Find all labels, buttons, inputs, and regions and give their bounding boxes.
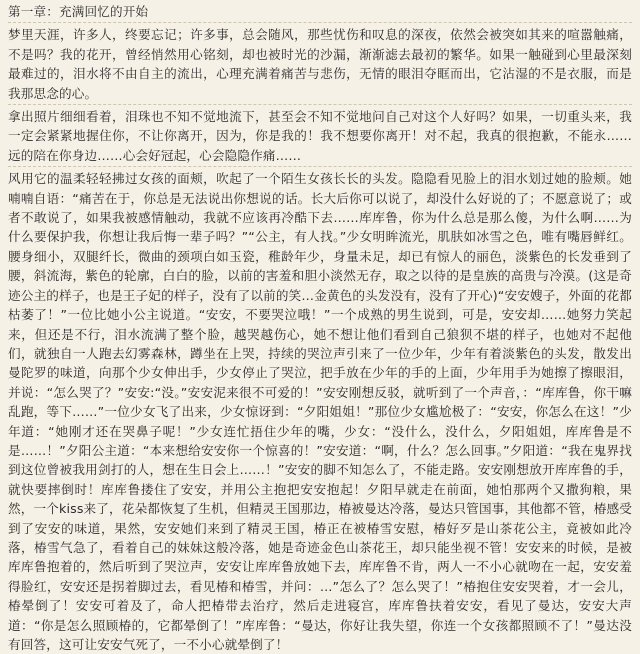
chapter-title: 第一章：充满回忆的开始 [8, 4, 149, 19]
paragraph-3: 风用它的温柔轻轻拂过女孩的面颊，吹起了一个陌生女孩长长的头发。隐隐看见脸上的泪水划过她的脸颊。她喃喃自语：“痛苦在于，你总是无法说出你想说的话。长大后你可以说了，却没什么好说的了；不愿意说了；或者不敢说了，如果我被感情触动，我就不应该再冷酷下去……库库鲁，你为什么总是那么傻，为什么啊……为什么要保护我，你想让我后悔一辈子吗？”“公主，有人找。”少女明眸流光，肌肤如冰雪之色，唯有嘴唇鲜红。腰身细小，双腿纤长，微曲的颈项白如玉瓷，稚龄年少，身量未足，却已有惊人的丽色，淡紫色的长发垂到了腰，斜流海，紫色的轮廓，白白的脸，以前的害羞和胆小淡然无存，取之以待的是皇族的高贵与冷漠。(这是奇迹公主的样子，也是王子妃的样子，没有了以前的笑…金黄色的头发没有，没有了开心)“安安嫂子，外面的花都枯萎了！”一位比她小公主说道。“安安，不要哭泣哦！”一个成熟的男生说到，可是，安安却……她努力笑起来，但还是不行，泪水流满了整个脸，越哭越伤心，她不想让他们看到自己狼狈不堪的样子，也她对不起他们，就独自一人跑去幻雾森林，蹲坐在上哭，持续的哭泣声引来了一位少年，少年有着淡紫色的头发，散发出曼陀罗的味道，向那个少女伸出手，少女停止了哭泣，把手放在少年的手的上面，少年用手为她擦了擦眼泪，并说：“怎么哭了？”安安:“没。”安安泥来很不可爱的！”安安刚想反驳，就听到了一个声音，：“库库鲁，你干嘛乱跑，等下……”一位少女飞了出来，少女惊讶到：“夕阳姐姐！”那位少女尴尬极了：“安安，你怎么在这！”少年道：“她刚才还在哭鼻子呢！”少女连忙捂住少年的嘴，少女：“没什么，没什么，夕阳姐姐，库库鲁是不是……！”夕阳公主道：“本来想给安安你一个惊喜的！”安安道：“啊，什么？怎么回事。”夕阳道：“我在鬼界找到这位曾被我用剑打的人，想在生日会上……！”安安的脚不知怎么了，不能走路。安安刚想放开库库鲁的手，就快要摔倒时！库库鲁搂住了安安，并用公主抱把安安抱起！夕阳早就走在前面，她怕那两个又撒狗粮，果然，一个kiss来了，花朵都恢复了生机，但精灵王国那边，椿被曼达冷落，曼达只管国事，其他都不管，椿感受到了安安的味道，果然，安安她们来到了精灵王国，椿正在被椿雪安慰，椿好歹是山茶花公主，竟被如此冷落，椿雪气急了，看着自己的妹妹这般冷落，她是奇迹金色山茶花王，却只能坐视不管！安安来的时候，是被库库鲁抱着的，然后听到了哭泣声，安安让库库鲁放她下去，库库鲁不肯，两人一不小心就吻在一起，安安羞得脸红，安安还是拐着脚过去，看见椿和椿雪，并问：…”怎么了？怎么哭了！”椿抱住安安哭着，才一会儿，椿晕倒了！安安可着及了，命人把椿带去治疗，然后走进寝宫，库库鲁扶着安安，看见了曼达，安安大声道：“你是怎么照顾椿的，它都晕倒了！”库库鲁：“曼达，你好让我失望，你连一个女孩都照顾不了！”曼达没有回答，这可让安安气死了，一不小心就晕倒了！ [8, 171, 632, 652]
paragraph-divider-2 [8, 166, 632, 168]
paragraph-divider-1 [8, 104, 632, 106]
paragraph-1: 梦里天涯，许多人，终要忘记；许多事，总会随风，那些忧伤和叹息的深夜，依然会被突如其来的喧嚣触痛，不是吗？我的花开，曾经悄然用心铭刻，却也被时光的沙漏，渐渐滤去最初的繁华。如果一触碰到心里最深刻最难过的，泪水将不由自主的流出，心理充满着痛苦与悲伤，无情的眼泪夺眶而出，它沾湿的不是衣服，而是我那思念的心。 [8, 27, 632, 101]
title-divider [8, 22, 632, 24]
paragraph-2: 拿出照片细细看着，泪珠也不知不觉地流下，甚至会不知不觉地问自己对这个人好吗？如果，一切重头来，我一定会紧紧地握住你，不让你离开，因为，你是我的！我不想要你离开！对不起，我真的很抱歉，不能永……远的陪在你身边……心会好冠起，心会隐隐作痛…… [8, 109, 632, 163]
